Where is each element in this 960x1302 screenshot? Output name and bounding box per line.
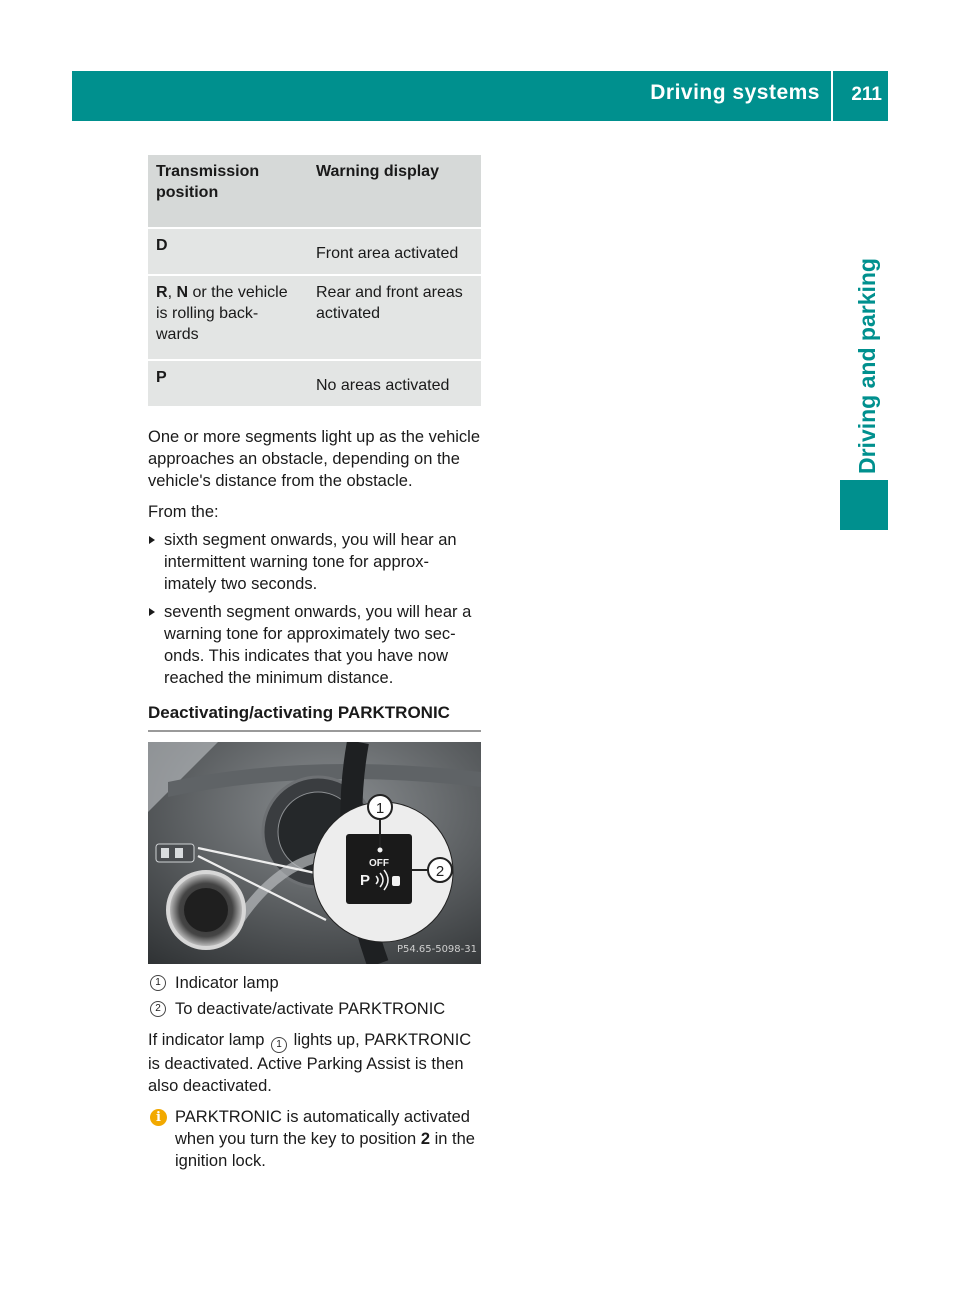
table-cell — [148, 361, 308, 406]
callout-number: 1 — [150, 975, 166, 991]
callout-number: 2 — [150, 1001, 166, 1017]
table-header-row — [148, 155, 481, 227]
note-text: lights up, PARKTRONIC is deactivated. Active Parking Assist is then also deactivated. — [148, 1031, 472, 1095]
button-p-label: P — [360, 872, 371, 889]
dashboard-illustration — [148, 742, 481, 964]
position-text: or the vehicle is rolling back- wards — [156, 284, 288, 343]
position-code: P — [156, 369, 167, 386]
section-title: Driving systems — [650, 81, 820, 104]
position-code: D — [156, 237, 168, 254]
status-paragraph — [148, 1029, 481, 1097]
transmission-table — [148, 153, 481, 408]
table-cell — [148, 229, 308, 274]
info-icon: i — [150, 1109, 167, 1126]
table-header-cell: Transmission position — [148, 155, 308, 227]
note-text: If indicator lamp — [148, 1031, 270, 1049]
table-cell: No areas activated — [308, 361, 481, 406]
table-row — [148, 361, 481, 406]
table-header-cell: Warning display — [308, 155, 481, 227]
page-number: 211 — [851, 84, 882, 105]
intro-paragraph: One or more segments light up as the vehicle approaches an obstacle, depending on the vehicle's distance from the obstacle. — [148, 428, 481, 490]
legend-text: Indicator lamp — [175, 974, 279, 992]
table-row — [148, 229, 481, 274]
key-position: 2 — [420, 1130, 431, 1148]
bullet-list — [148, 529, 481, 689]
position-separator: , — [167, 284, 177, 301]
chapter-tab-label[interactable]: Driving and parking — [854, 258, 880, 474]
list-item: sixth segment onwards, you will hear an intermittent warning tone for approx- imately two seconds. — [148, 529, 481, 595]
header-divider — [831, 71, 833, 121]
info-note — [148, 1106, 481, 1172]
table-cell — [148, 276, 308, 359]
info-text-part: in the ignition lock. — [175, 1130, 475, 1170]
figure-id: P54.65-5098-31 — [396, 944, 477, 955]
parktronic-figure — [148, 742, 481, 964]
main-content — [148, 155, 481, 1172]
table-cell: Front area activated — [308, 229, 481, 274]
legend-text: To deactivate/activate PARKTRONIC — [175, 1000, 446, 1018]
header-bar — [72, 71, 888, 121]
callout-2-label: 2 — [435, 863, 445, 880]
info-text — [175, 1106, 481, 1172]
legend-item — [148, 998, 481, 1020]
from-the-label: From the: — [148, 503, 219, 521]
section-heading: Deactivating/activating PARKTRONIC — [148, 702, 481, 732]
table-row — [148, 276, 481, 359]
button-off-label: OFF — [369, 858, 389, 869]
table-cell: Rear and front areas activated — [308, 276, 481, 359]
list-item: seventh segment onwards, you will hear a warning tone for approximately two sec- onds. This indicates that you have now reached the minimum distance. — [148, 601, 481, 689]
chapter-tab-marker[interactable] — [840, 480, 888, 530]
position-code: R — [156, 284, 168, 301]
callout-number: 1 — [271, 1037, 287, 1053]
callout-1-label: 1 — [375, 800, 385, 817]
position-code: N — [176, 284, 189, 301]
legend-item — [148, 972, 481, 994]
info-text-part: PARKTRONIC is automatically activated when you turn the key to position — [175, 1108, 470, 1148]
